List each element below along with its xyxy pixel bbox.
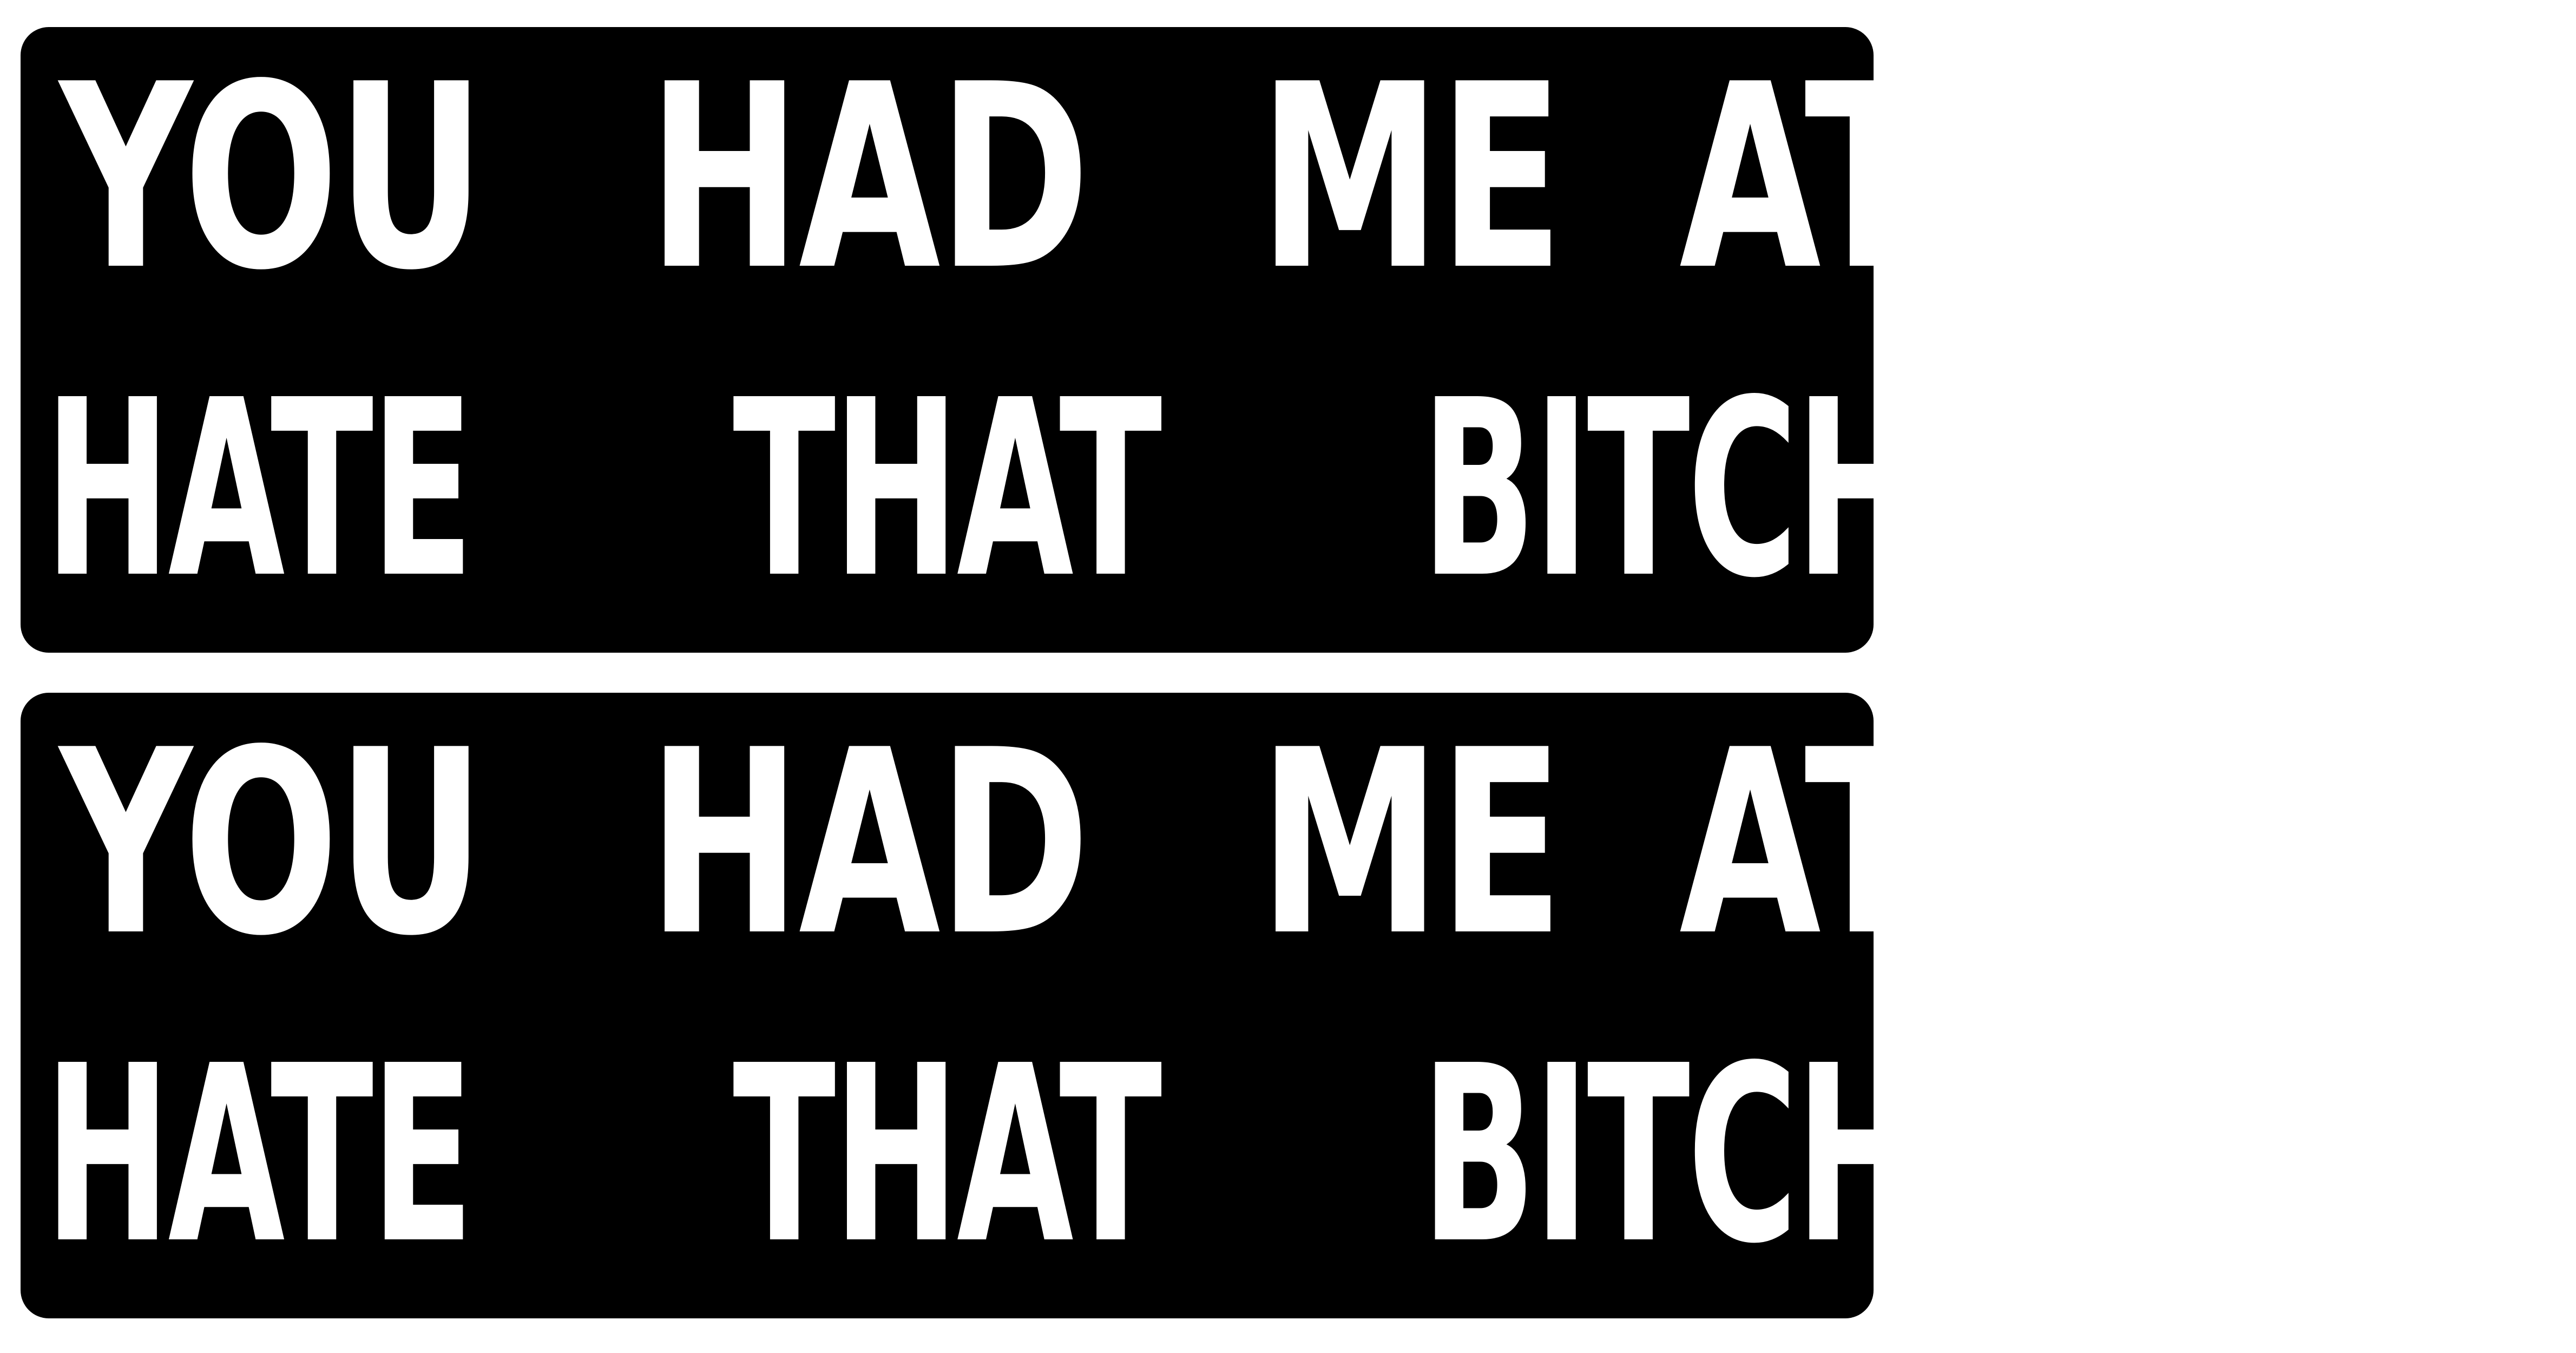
word-bitch: BITCH: [1421, 348, 1920, 632]
word-hate: HATE: [44, 348, 471, 632]
sticker-line-1: [21, 695, 2089, 991]
word-too: TOO: [2224, 348, 2576, 632]
word-had: HAD: [647, 695, 1088, 991]
word-had: HAD: [647, 30, 1088, 326]
word-i: I: [2023, 695, 2089, 991]
word-me: ME: [1259, 30, 1562, 326]
word-that: THAT: [733, 1014, 1160, 1297]
sticker-line-2: [21, 1014, 2576, 1297]
word-that: THAT: [733, 348, 1160, 632]
word-at: AT: [1679, 695, 1927, 991]
word-at: AT: [1679, 30, 1927, 326]
word-me: ME: [1259, 695, 1562, 991]
word-hate: HATE: [44, 1014, 471, 1297]
sticker-top: [21, 27, 2576, 653]
sticker-line-2: [21, 348, 2576, 632]
word-bitch: BITCH: [1421, 1014, 1920, 1297]
word-you: YOU: [60, 695, 483, 991]
word-i: I: [2023, 30, 2089, 326]
word-you: YOU: [60, 30, 483, 326]
word-too: TOO: [2224, 1014, 2576, 1297]
sticker-line-1: [21, 30, 2089, 326]
sticker-bottom: [21, 693, 2576, 1318]
